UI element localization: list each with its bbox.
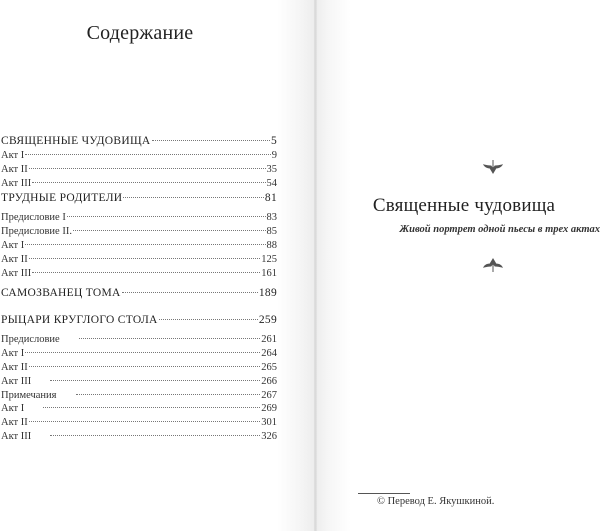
toc-entry[interactable] <box>1 285 277 301</box>
toc-entry-label: Акт I <box>1 239 25 251</box>
toc-entry-page: 125 <box>261 253 277 265</box>
toc-entry[interactable] <box>1 389 277 403</box>
leader-dots <box>25 243 265 245</box>
toc-entry[interactable] <box>1 163 277 177</box>
play-subtitle: Живой портрет одной пьесы в трех актах <box>399 224 600 235</box>
toc-entry-label: Акт I <box>1 403 25 415</box>
right-page <box>317 0 600 531</box>
leader-dots <box>123 196 263 198</box>
toc-entry-page: 54 <box>266 177 277 189</box>
toc-entry-label: Акт I <box>1 150 25 161</box>
translator-footnote: © Перевод Е. Якушкиной. <box>377 496 495 507</box>
leader-dots <box>159 318 258 320</box>
leader-dots <box>32 181 265 183</box>
leader-dots <box>25 153 270 155</box>
toc-entry-label: Акт III <box>1 375 32 387</box>
leader-dots <box>50 434 260 436</box>
toc-entry[interactable] <box>1 347 277 361</box>
toc-entry[interactable] <box>1 211 277 225</box>
leader-dots <box>29 365 260 367</box>
leader-dots <box>73 229 266 231</box>
toc-entry[interactable] <box>1 253 277 267</box>
toc-entry[interactable] <box>1 267 277 281</box>
toc-entry-label: Предисловие II. <box>1 226 72 238</box>
toc-entry-page: 264 <box>261 348 277 360</box>
toc-entry[interactable] <box>1 416 277 430</box>
footnote-rule <box>358 493 410 494</box>
toc-entry-page: 259 <box>258 314 277 327</box>
toc-entry-label: СВЯЩЕННЫЕ ЧУДОВИЩА <box>1 135 151 147</box>
leader-dots <box>29 257 260 259</box>
toc-entry-label: Акт II <box>1 163 28 175</box>
toc-entry[interactable] <box>1 190 277 206</box>
toc-entry[interactable] <box>1 402 277 416</box>
fleuron-down-icon <box>483 160 503 174</box>
toc-entry-page: 81 <box>264 192 277 205</box>
toc-entry-label: Примечания <box>1 389 57 401</box>
toc-entry-page: 301 <box>261 417 277 429</box>
toc-entry[interactable] <box>1 177 277 191</box>
toc-entry[interactable] <box>1 375 277 389</box>
toc-entry[interactable] <box>1 361 277 375</box>
toc-entry-label: Акт II <box>1 361 28 373</box>
toc-entry-page: 189 <box>258 287 277 300</box>
toc-entry-page: 83 <box>266 212 277 224</box>
toc-entry-label: РЫЦАРИ КРУГЛОГО СТОЛА <box>1 314 158 327</box>
toc-entry-label: Акт II <box>1 417 28 429</box>
leader-dots <box>50 379 260 381</box>
leader-dots <box>25 351 260 353</box>
toc-entry[interactable] <box>1 430 277 444</box>
leader-dots <box>76 393 261 395</box>
toc-entry[interactable] <box>1 225 277 239</box>
toc-entry-page: 85 <box>266 226 277 238</box>
toc-entry-label: Акт I <box>1 348 25 360</box>
toc-entry-label: Предисловие <box>1 334 60 346</box>
leader-dots <box>29 167 266 169</box>
leader-dots <box>29 420 260 422</box>
toc-entry[interactable] <box>1 149 277 163</box>
toc-entry-page: 261 <box>261 334 277 346</box>
toc-entry-page: 5 <box>270 135 277 147</box>
toc-entry-page: 88 <box>266 239 277 251</box>
toc-entry-label: Предисловие I <box>1 212 66 224</box>
toc-entry-label: ТРУДНЫЕ РОДИТЕЛИ <box>1 192 123 205</box>
leader-dots <box>43 406 260 408</box>
toc-entry-label: Акт III <box>1 430 32 442</box>
toc-entry-label: САМОЗВАНЕЦ ТОМА <box>1 287 121 300</box>
leader-dots <box>122 291 258 293</box>
leader-dots <box>32 271 260 273</box>
toc-entry-label: Акт III <box>1 177 32 189</box>
fleuron-up-icon <box>483 258 503 272</box>
leader-dots <box>67 215 266 217</box>
toc-entry-page: 265 <box>261 361 277 373</box>
toc-entry-page: 9 <box>271 150 277 161</box>
toc-entry-label: Акт III <box>1 267 32 279</box>
toc-entry[interactable] <box>1 333 277 347</box>
toc-entry-label: Акт II <box>1 253 28 265</box>
toc-entry-page: 35 <box>266 163 277 175</box>
toc-entry[interactable] <box>1 133 277 149</box>
toc-entry-page: 161 <box>261 267 277 279</box>
toc-entry[interactable] <box>1 239 277 253</box>
toc-entry-page: 269 <box>261 403 277 415</box>
toc-entry[interactable] <box>1 312 277 328</box>
toc-title: Содержание <box>86 22 194 44</box>
toc-entry-page: 267 <box>261 389 277 401</box>
table-of-contents <box>1 133 277 444</box>
toc-entry-page: 266 <box>261 375 277 387</box>
leader-dots <box>79 337 261 339</box>
toc-entry-page: 326 <box>261 430 277 442</box>
play-title: Священные чудовища <box>372 195 556 216</box>
leader-dots <box>152 139 270 141</box>
